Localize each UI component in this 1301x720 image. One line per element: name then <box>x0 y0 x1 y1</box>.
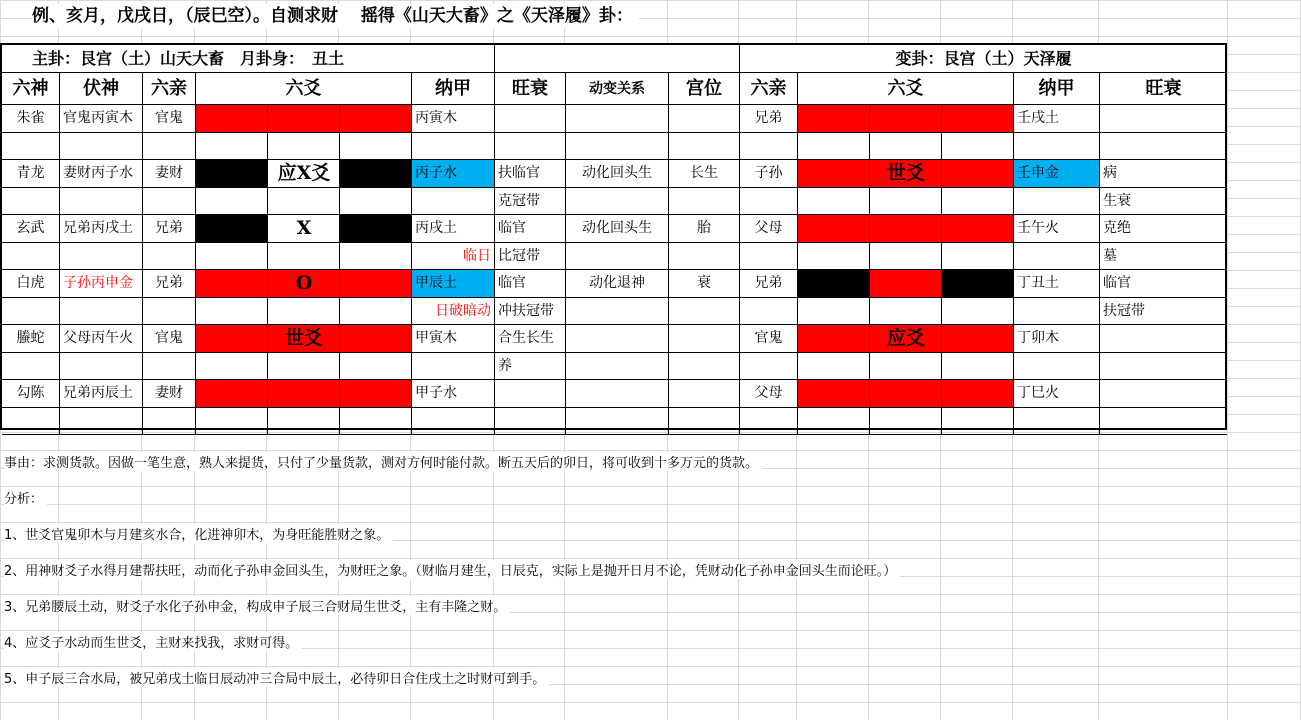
change-wangshuai-sub: 扶冠带 <box>1100 298 1227 326</box>
gongwei-cell <box>669 380 740 408</box>
dongbian-sub <box>566 298 669 326</box>
liushen-sub <box>2 243 60 271</box>
change-liuqin-cell: 兄弟 <box>740 270 798 298</box>
change-najia-sub <box>1014 298 1100 326</box>
yao-mark: X <box>296 217 312 240</box>
liushen-cell: 玄武 <box>2 215 60 243</box>
change-yao-sub-2 <box>870 188 942 216</box>
note-line: 4、应爻子水动而生世爻，主财来找我，求财可得。 <box>4 632 302 651</box>
change-yao-sub-3 <box>942 133 1014 161</box>
hexagram-table <box>0 43 1227 430</box>
change-liuqin-cell: 兄弟 <box>740 105 798 133</box>
najia-extra <box>412 353 495 381</box>
dongbian-sub <box>566 133 669 161</box>
yao-mark <box>196 380 412 408</box>
yao-mark: O <box>295 272 313 295</box>
change-wangshuai-sub <box>1100 353 1227 381</box>
najia-extra: 临日 <box>412 243 495 271</box>
change-yao-sub-3 <box>942 408 1014 436</box>
col-change-wangshuai: 旺衰 <box>1100 73 1227 105</box>
najia-extra: 日破暗动 <box>412 298 495 326</box>
change-liuqin-sub <box>740 243 798 271</box>
fushen-sub <box>60 133 143 161</box>
change-yao-sub-1 <box>798 408 870 436</box>
gongwei-sub <box>669 353 740 381</box>
change-najia-sub <box>1014 188 1100 216</box>
change-yao-sub-3 <box>942 353 1014 381</box>
liushen-cell: 螣蛇 <box>2 325 60 353</box>
gongwei-cell: 衰 <box>669 270 740 298</box>
change-wangshuai-sub: 生衰 <box>1100 188 1227 216</box>
wangshuai-cell: 临官 <box>495 270 566 298</box>
note-line: 5、申子辰三合水局，被兄弟戌土临日辰动冲三合局中辰土，必待卯日合住戌土之时财可到手。 <box>4 668 549 687</box>
yao-mark: 世爻 <box>284 327 323 350</box>
note-line: 2、用神财爻子水得月建帮扶旺，动而化子孙申金回头生，为财旺之象。（财临月建生，日辰克，实际上是抛开日月不论，凭财动化子孙申金回头生而论旺。） <box>4 560 900 579</box>
change-yao-sub-2 <box>870 298 942 326</box>
change-najia-sub <box>1014 133 1100 161</box>
yao-sub-1 <box>196 188 268 216</box>
wangshuai-cell <box>495 105 566 133</box>
change-yao-sub-1 <box>798 133 870 161</box>
col-liuyao: 六爻 <box>196 73 412 105</box>
change-yao-sub-1 <box>798 188 870 216</box>
fushen-cell: 妻财丙子水 <box>60 160 143 188</box>
najia-cell: 丙戌土 <box>412 215 495 243</box>
dongbian-cell <box>566 325 669 353</box>
header-gap <box>495 45 740 73</box>
change-najia-sub <box>1014 408 1100 436</box>
change-liuqin-sub <box>740 408 798 436</box>
note-line: 事由：求测货款。因做一笔生意，熟人来提货，只付了少量货款，测对方何时能付款。断五天后的卯日，将可收到十多万元的货款。 <box>4 452 762 471</box>
wangshuai-cell: 合生长生 <box>495 325 566 353</box>
change-hexagram-header: 变卦：艮宫（土）天泽履 <box>740 45 1227 73</box>
fushen-cell: 父母丙午火 <box>60 325 143 353</box>
gongwei-sub <box>669 133 740 161</box>
gongwei-cell: 长生 <box>669 160 740 188</box>
dongbian-cell: 动化回头生 <box>566 160 669 188</box>
fushen-sub <box>60 243 143 271</box>
dongbian-cell <box>566 380 669 408</box>
note-line: 分析： <box>4 488 47 507</box>
change-liuqin-sub <box>740 298 798 326</box>
yao-sub-1 <box>196 133 268 161</box>
najia-cell: 甲辰土 <box>412 270 495 298</box>
change-yao-sub-1 <box>798 243 870 271</box>
change-wangshuai-cell <box>1100 380 1227 408</box>
liuqin-cell: 官鬼 <box>143 325 196 353</box>
liuqin-sub <box>143 188 196 216</box>
dongbian-cell: 动化回头生 <box>566 215 669 243</box>
change-liuqin-cell: 父母 <box>740 215 798 243</box>
yao-sub-3 <box>340 408 412 436</box>
liuqin-cell: 兄弟 <box>143 215 196 243</box>
change-yao-mark <box>798 105 1014 133</box>
change-najia-sub <box>1014 353 1100 381</box>
liushen-sub <box>2 353 60 381</box>
fushen-sub <box>60 353 143 381</box>
gongwei-sub <box>669 298 740 326</box>
najia-cell: 丙寅木 <box>412 105 495 133</box>
change-wangshuai-cell <box>1100 105 1227 133</box>
col-change-liuqin: 六亲 <box>740 73 798 105</box>
change-najia-cell: 丁丑土 <box>1014 270 1100 298</box>
yao-sub-3 <box>340 188 412 216</box>
change-yao-sub-1 <box>798 353 870 381</box>
gongwei-cell: 胎 <box>669 215 740 243</box>
wangshuai-sub <box>495 408 566 436</box>
liushen-sub <box>2 298 60 326</box>
najia-cell: 丙子水 <box>412 160 495 188</box>
najia-extra <box>412 408 495 436</box>
change-yao-mark: 世爻 <box>886 162 925 185</box>
najia-cell: 甲寅木 <box>412 325 495 353</box>
yao-sub-2 <box>268 298 340 326</box>
col-najia: 纳甲 <box>412 73 495 105</box>
change-yao-sub-3 <box>942 243 1014 271</box>
change-liuqin-cell: 官鬼 <box>740 325 798 353</box>
najia-extra <box>412 133 495 161</box>
gongwei-sub <box>669 243 740 271</box>
change-najia-cell: 壬申金 <box>1014 160 1100 188</box>
liushen-sub <box>2 188 60 216</box>
change-wangshuai-sub <box>1100 408 1227 436</box>
note-line: 3、兄弟腰辰土动，财爻子水化子孙申金，构成申子辰三合财局生世爻，主有丰隆之财。 <box>4 596 510 615</box>
wangshuai-sub: 冲扶冠带 <box>495 298 566 326</box>
liuqin-sub <box>143 298 196 326</box>
yao-mark: 应X爻 <box>277 162 331 185</box>
wangshuai-cell: 扶临官 <box>495 160 566 188</box>
change-liuqin-sub <box>740 133 798 161</box>
change-liuqin-cell: 子孙 <box>740 160 798 188</box>
change-najia-sub <box>1014 243 1100 271</box>
change-yao-sub-3 <box>942 298 1014 326</box>
change-liuqin-sub <box>740 353 798 381</box>
fushen-cell: 子孙丙申金 <box>60 270 143 298</box>
change-yao-mark <box>798 380 1014 408</box>
change-wangshuai-sub <box>1100 133 1227 161</box>
col-change-najia: 纳甲 <box>1014 73 1100 105</box>
liushen-cell: 勾陈 <box>2 380 60 408</box>
liushen-sub <box>2 408 60 436</box>
col-liuqin: 六亲 <box>143 73 196 105</box>
change-wangshuai-cell: 克绝 <box>1100 215 1227 243</box>
wangshuai-sub <box>495 133 566 161</box>
change-yao-sub-3 <box>942 188 1014 216</box>
wangshuai-cell: 临官 <box>495 215 566 243</box>
liushen-cell: 朱雀 <box>2 105 60 133</box>
dongbian-sub <box>566 408 669 436</box>
gongwei-cell <box>669 325 740 353</box>
change-wangshuai-cell: 临官 <box>1100 270 1227 298</box>
change-yao-sub-2 <box>870 353 942 381</box>
yao-sub-3 <box>340 243 412 271</box>
gongwei-cell <box>669 105 740 133</box>
col-change-liuyao: 六爻 <box>798 73 1014 105</box>
change-yao-sub-1 <box>798 298 870 326</box>
yao-sub-2 <box>268 353 340 381</box>
main-hexagram-header: 主卦：艮宫（土）山天大畜 月卦身： 丑土 <box>2 45 495 73</box>
change-wangshuai-cell: 病 <box>1100 160 1227 188</box>
change-yao-mark <box>798 215 1014 243</box>
fushen-cell: 兄弟丙戌土 <box>60 215 143 243</box>
change-yao-mark: 应爻 <box>886 327 925 350</box>
col-liushen: 六神 <box>2 73 60 105</box>
col-wangshuai: 旺衰 <box>495 73 566 105</box>
note-line: 1、世爻官鬼卯木与月建亥水合，化进神卯木，为身旺能胜财之象。 <box>4 524 393 543</box>
yao-sub-1 <box>196 243 268 271</box>
change-liuqin-sub <box>740 188 798 216</box>
wangshuai-sub: 克冠带 <box>495 188 566 216</box>
dongbian-cell <box>566 105 669 133</box>
dongbian-sub <box>566 243 669 271</box>
liuqin-sub <box>143 133 196 161</box>
fushen-sub <box>60 298 143 326</box>
wangshuai-sub: 养 <box>495 353 566 381</box>
liuqin-sub <box>143 243 196 271</box>
gongwei-sub <box>669 188 740 216</box>
liushen-sub <box>2 133 60 161</box>
change-yao-mark <box>798 270 1014 298</box>
yao-mark <box>196 105 412 133</box>
yao-sub-1 <box>196 353 268 381</box>
change-najia-cell: 丁巳火 <box>1014 380 1100 408</box>
change-liuqin-cell: 父母 <box>740 380 798 408</box>
fushen-sub <box>60 188 143 216</box>
dongbian-cell: 动化退神 <box>566 270 669 298</box>
change-wangshuai-cell <box>1100 325 1227 353</box>
liuqin-sub <box>143 353 196 381</box>
yao-sub-1 <box>196 408 268 436</box>
fushen-cell: 兄弟丙辰土 <box>60 380 143 408</box>
fushen-cell: 官鬼丙寅木 <box>60 105 143 133</box>
liushen-cell: 青龙 <box>2 160 60 188</box>
change-yao-sub-2 <box>870 243 942 271</box>
col-dongbian: 动变关系 <box>566 73 669 105</box>
liuqin-cell: 妻财 <box>143 380 196 408</box>
fushen-sub <box>60 408 143 436</box>
change-yao-sub-2 <box>870 408 942 436</box>
yao-sub-1 <box>196 298 268 326</box>
liuqin-cell: 妻财 <box>143 160 196 188</box>
col-fushen: 伏神 <box>60 73 143 105</box>
change-wangshuai-sub: 墓 <box>1100 243 1227 271</box>
najia-cell: 甲子水 <box>412 380 495 408</box>
liuqin-cell: 兄弟 <box>143 270 196 298</box>
col-gongwei: 宫位 <box>669 73 740 105</box>
liushen-cell: 白虎 <box>2 270 60 298</box>
yao-sub-2 <box>268 408 340 436</box>
page-title: 例、亥月，戊戌日，（辰巳空）。自测求财 摇得《山天大畜》之《天泽履》卦： <box>32 4 639 28</box>
change-yao-sub-2 <box>870 133 942 161</box>
yao-sub-3 <box>340 133 412 161</box>
change-najia-cell: 丁卯木 <box>1014 325 1100 353</box>
yao-sub-2 <box>268 243 340 271</box>
liuqin-cell: 官鬼 <box>143 105 196 133</box>
gongwei-sub <box>669 408 740 436</box>
dongbian-sub <box>566 188 669 216</box>
dongbian-sub <box>566 353 669 381</box>
yao-sub-2 <box>268 133 340 161</box>
yao-sub-3 <box>340 298 412 326</box>
change-najia-cell: 壬戌土 <box>1014 105 1100 133</box>
wangshuai-sub: 比冠带 <box>495 243 566 271</box>
najia-extra <box>412 188 495 216</box>
yao-sub-3 <box>340 353 412 381</box>
liuqin-sub <box>143 408 196 436</box>
wangshuai-cell <box>495 380 566 408</box>
change-najia-cell: 壬午火 <box>1014 215 1100 243</box>
yao-sub-2 <box>268 188 340 216</box>
